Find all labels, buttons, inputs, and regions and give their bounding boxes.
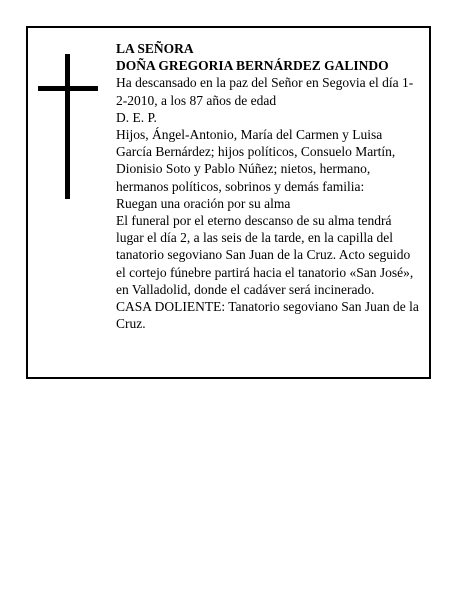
cross-icon xyxy=(38,54,98,199)
cross-horizontal-bar xyxy=(38,86,98,91)
family-list: Hijos, Ángel-Antonio, María del Carmen y Luisa García Bernárdez; hijos políticos, Consuelo Martín, Dionisio Soto y Pablo Núñez; nietos, hermano, hermanos políticos, sobrinos y demás familia: xyxy=(116,127,396,194)
mourning-house: CASA DOLIENTE: Tanatorio segoviano San Juan de la Cruz. xyxy=(116,299,419,332)
notice-heading: LA SEÑORA xyxy=(116,41,194,56)
funeral-details: El funeral por el eterno descanso de su alma tendrá lugar el día 2, a las seis de la tarde, en la capilla del tanatorio segoviano San Juan de la Cruz. Acto seguido el cortejo fúnebre partirá hacia el tanatorio «San José», en Valladolid, donde el cadáver será incinerado. xyxy=(116,213,414,297)
death-announcement: Ha descansado en la paz del Señor en Segovia el día 1-2-2010, a los 87 años de edad xyxy=(116,75,414,108)
obituary-notice xyxy=(26,26,431,379)
cross-vertical-bar xyxy=(65,54,70,199)
deceased-name: DOÑA GREGORIA BERNÁRDEZ GALINDO xyxy=(116,58,389,74)
notice-body xyxy=(116,40,421,332)
prayer-request: Ruegan una oración por su alma xyxy=(116,195,291,211)
rip-line: D. E. P. xyxy=(116,109,157,125)
